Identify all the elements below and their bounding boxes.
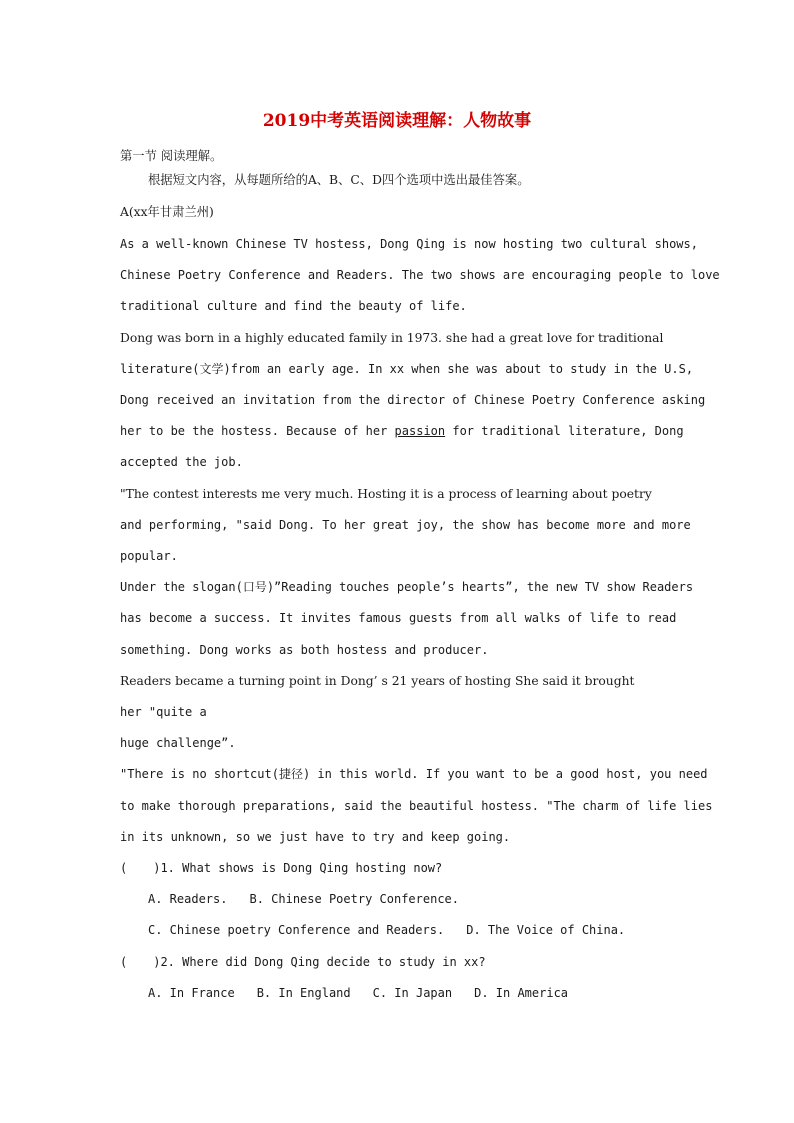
passage-line: popular.: [120, 549, 178, 563]
question-stem: [120, 954, 486, 970]
option-d: D. The Voice of China.: [466, 923, 626, 937]
passage-text: her to be the hostess. Because of her: [120, 424, 395, 438]
section-label: 第一节 阅读理解。: [120, 149, 223, 163]
passage-line: something. Dong works as both hostess and producer.: [120, 643, 489, 657]
option-a: A. Readers.: [148, 892, 228, 906]
passage-line: has become a success. It invites famous guests from all walks of life to read: [120, 611, 677, 625]
passage-label: A(xx年甘肃兰州): [120, 205, 214, 219]
question-number: )1.: [153, 861, 175, 875]
passage-line: Dong was born in a highly educated family in 1973. she had a great love for traditional: [120, 331, 664, 345]
answer-bracket-open: (: [120, 861, 128, 875]
passage-line: her "quite a: [120, 705, 207, 719]
passage-line: As a well-known Chinese TV hostess, Dong Qing is now hosting two cultural shows,: [120, 237, 698, 251]
passage-line: Under the slogan(口号)”Reading touches people’s hearts”, the new TV show Readers: [120, 580, 694, 594]
passage-line: accepted the job.: [120, 455, 243, 469]
passage-line: and performing, "said Dong. To her great joy, the show has become more and more: [120, 518, 691, 532]
passage-line: to make thorough preparations, said the beautiful hostess. "The charm of life lies: [120, 799, 713, 813]
passage-line: traditional culture and find the beauty of life.: [120, 299, 467, 313]
passage-line: Chinese Poetry Conference and Readers. The two shows are encouraging people to love: [120, 268, 720, 282]
passage-line: "The contest interests me very much. Hosting it is a process of learning about poetry: [120, 487, 652, 501]
options-row: [148, 985, 568, 1001]
options-row: [148, 922, 625, 938]
passage-line: [120, 423, 684, 439]
question-text: What shows is Dong Qing hosting now?: [182, 861, 443, 875]
underlined-word: passion: [394, 424, 446, 438]
question-stem: [120, 860, 442, 876]
option-c: C. In Japan: [372, 986, 453, 1000]
passage-line: "There is no shortcut(捷径) in this world. If you want to be a good host, you need: [120, 767, 708, 781]
options-row: [148, 891, 459, 907]
question-number: )2.: [153, 955, 175, 969]
passage-text: for traditional literature, Dong: [445, 424, 684, 438]
option-a: A. In France: [148, 986, 235, 1000]
passage-line: huge challenge”.: [120, 736, 236, 750]
page-title: 2019中考英语阅读理解：人物故事: [262, 111, 532, 131]
option-b: B. Chinese Poetry Conference.: [249, 892, 459, 906]
option-b: B. In England: [256, 986, 351, 1000]
answer-bracket-open: (: [120, 955, 128, 969]
passage-line: Dong received an invitation from the director of Chinese Poetry Conference asking: [120, 393, 706, 407]
passage-line: in its unknown, so we just have to try and keep going.: [120, 830, 511, 844]
instruction: 根据短文内容，从每题所给的A、B、C、D四个选项中选出最佳答案。: [148, 173, 530, 187]
option-d: D. In America: [474, 986, 569, 1000]
passage-line: literature(文学)from an early age. In xx when she was about to study in the U.S,: [120, 362, 694, 376]
question-text: Where did Dong Qing decide to study in xx?: [182, 955, 486, 969]
option-c: C. Chinese poetry Conference and Readers.: [148, 923, 445, 937]
passage-line: Readers became a turning point in Dong’ s 21 years of hosting She said it brought: [120, 674, 635, 688]
